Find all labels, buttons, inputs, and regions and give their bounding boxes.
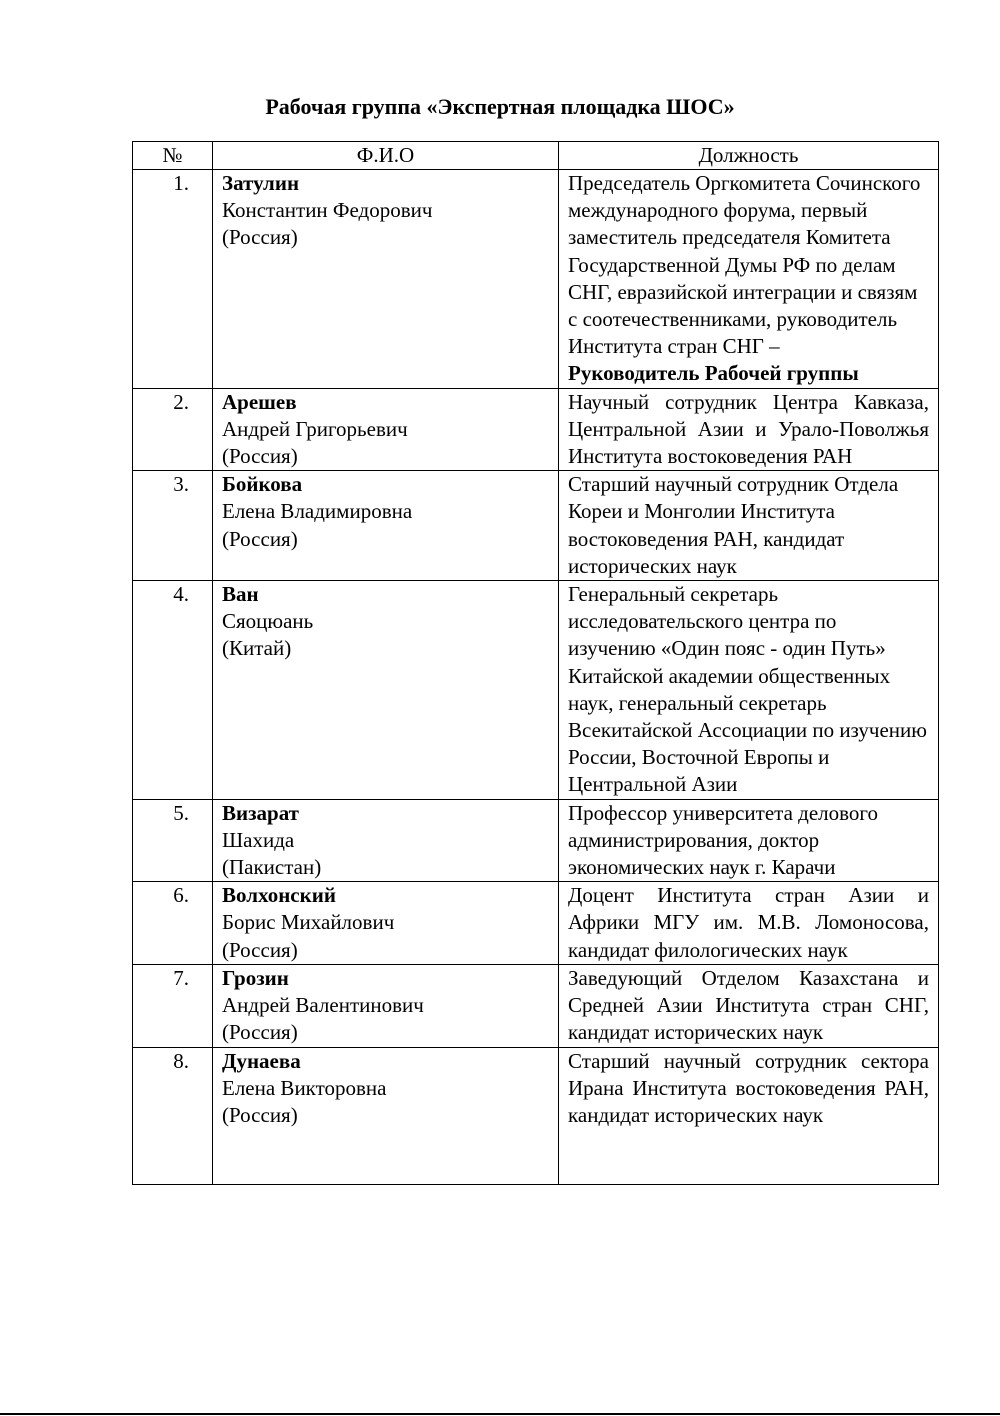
member-country: (Россия) [222, 225, 298, 250]
member-position-cell [559, 388, 939, 471]
table-header-row [133, 142, 939, 170]
member-position: Генеральный секретарь исследовательского центра по изучению «Один пояс - один Путь» Китайской академии общественных наук, генеральный секретарь Всекитайской Ассоциации по изучению России, Восточной Европы и Центральной Азии [568, 582, 927, 797]
header-full-name: Ф.И.О [213, 142, 559, 170]
member-given-names: Елена Владимировна [222, 499, 413, 524]
member-position: Председатель Оргкомитета Сочинского международного форума, первый заместитель председателя Комитета Государственной Думы РФ по делам СНГ, евразийской интеграции и связям с соотечественниками, руководитель Института стран СНГ – [568, 171, 921, 359]
member-position: Старший научный сотрудник Отдела Кореи и Монголии Института востоковедения РАН, кандидат исторических наук [568, 472, 899, 578]
member-position-cell [559, 471, 939, 581]
row-number: 4. [133, 581, 213, 800]
table-row [133, 388, 939, 471]
member-surname: Бойкова [222, 472, 303, 497]
member-surname: Волхонский [222, 883, 336, 908]
member-country: (Россия) [222, 1020, 298, 1045]
document-title: Рабочая группа «Экспертная площадка ШОС» [265, 94, 735, 119]
member-name-cell [213, 1047, 559, 1184]
member-name-cell [213, 799, 559, 882]
row-number: 3. [133, 471, 213, 581]
table-row [133, 170, 939, 389]
member-name-cell [213, 581, 559, 800]
member-given-names: Андрей Григорьевич [222, 416, 408, 441]
member-position: Заведующий Отделом Казахстана и Средней Азии Института стран СНГ, кандидат исторических наук [568, 965, 929, 1045]
member-name-cell [213, 388, 559, 471]
member-name-cell [213, 471, 559, 581]
member-position: Доцент Института стран Азии и Африки МГУ им. М.В. Ломоносова, кандидат филологических наук [568, 883, 929, 962]
member-position-cell [559, 799, 939, 882]
row-number: 5. [133, 799, 213, 882]
member-surname: Затулин [222, 171, 300, 195]
member-position-cell [559, 882, 939, 965]
member-position-cell [559, 170, 939, 389]
table-row [133, 799, 939, 882]
table-row [133, 882, 939, 965]
member-surname: Ван [222, 582, 259, 607]
member-position-cell [559, 581, 939, 800]
header-position: Должность [559, 142, 939, 170]
member-given-names: Сяоцюань [222, 609, 314, 634]
member-role: Руководитель Рабочей группы [568, 361, 859, 386]
member-country: (Россия) [222, 937, 298, 962]
member-name-cell [213, 882, 559, 965]
member-given-names: Андрей Валентинович [222, 993, 424, 1018]
table-row [133, 471, 939, 581]
member-country: (Россия) [222, 444, 298, 469]
member-given-names: Константин Федорович [222, 198, 433, 223]
row-number: 2. [133, 388, 213, 471]
member-surname: Грозин [222, 965, 289, 990]
member-name-cell [213, 964, 559, 1047]
row-number: 1. [133, 170, 213, 389]
working-group-table [132, 141, 939, 1185]
table-row [133, 964, 939, 1047]
member-country: (Россия) [222, 526, 298, 551]
member-position-cell [559, 964, 939, 1047]
member-surname: Визарат [222, 800, 299, 825]
member-position: Профессор университета делового администрирования, доктор экономических наук г. Карачи [568, 800, 879, 880]
member-country: (Китай) [222, 636, 292, 661]
member-surname: Арешев [222, 389, 297, 414]
member-name-cell [213, 170, 559, 389]
member-position-cell [559, 1047, 939, 1184]
member-position: Научный сотрудник Центра Кавказа, Центральной Азии и Урало-Поволжья Института востоковедения РАН [568, 389, 929, 469]
row-number: 8. [133, 1047, 213, 1184]
member-given-names: Борис Михайлович [222, 910, 395, 935]
member-country: (Пакистан) [222, 855, 322, 880]
row-number: 7. [133, 964, 213, 1047]
member-position: Старший научный сотрудник сектора Ирана Института востоковедения РАН, кандидат исторических наук [568, 1048, 929, 1127]
member-surname: Дунаева [222, 1048, 301, 1073]
table-row [133, 1047, 939, 1184]
page-bottom-rule [0, 1413, 1000, 1415]
member-given-names: Елена Викторовна [222, 1075, 387, 1100]
member-country: (Россия) [222, 1102, 298, 1127]
member-given-names: Шахида [222, 827, 295, 852]
table-row [133, 581, 939, 800]
row-number: 6. [133, 882, 213, 965]
header-number: № [133, 142, 213, 170]
